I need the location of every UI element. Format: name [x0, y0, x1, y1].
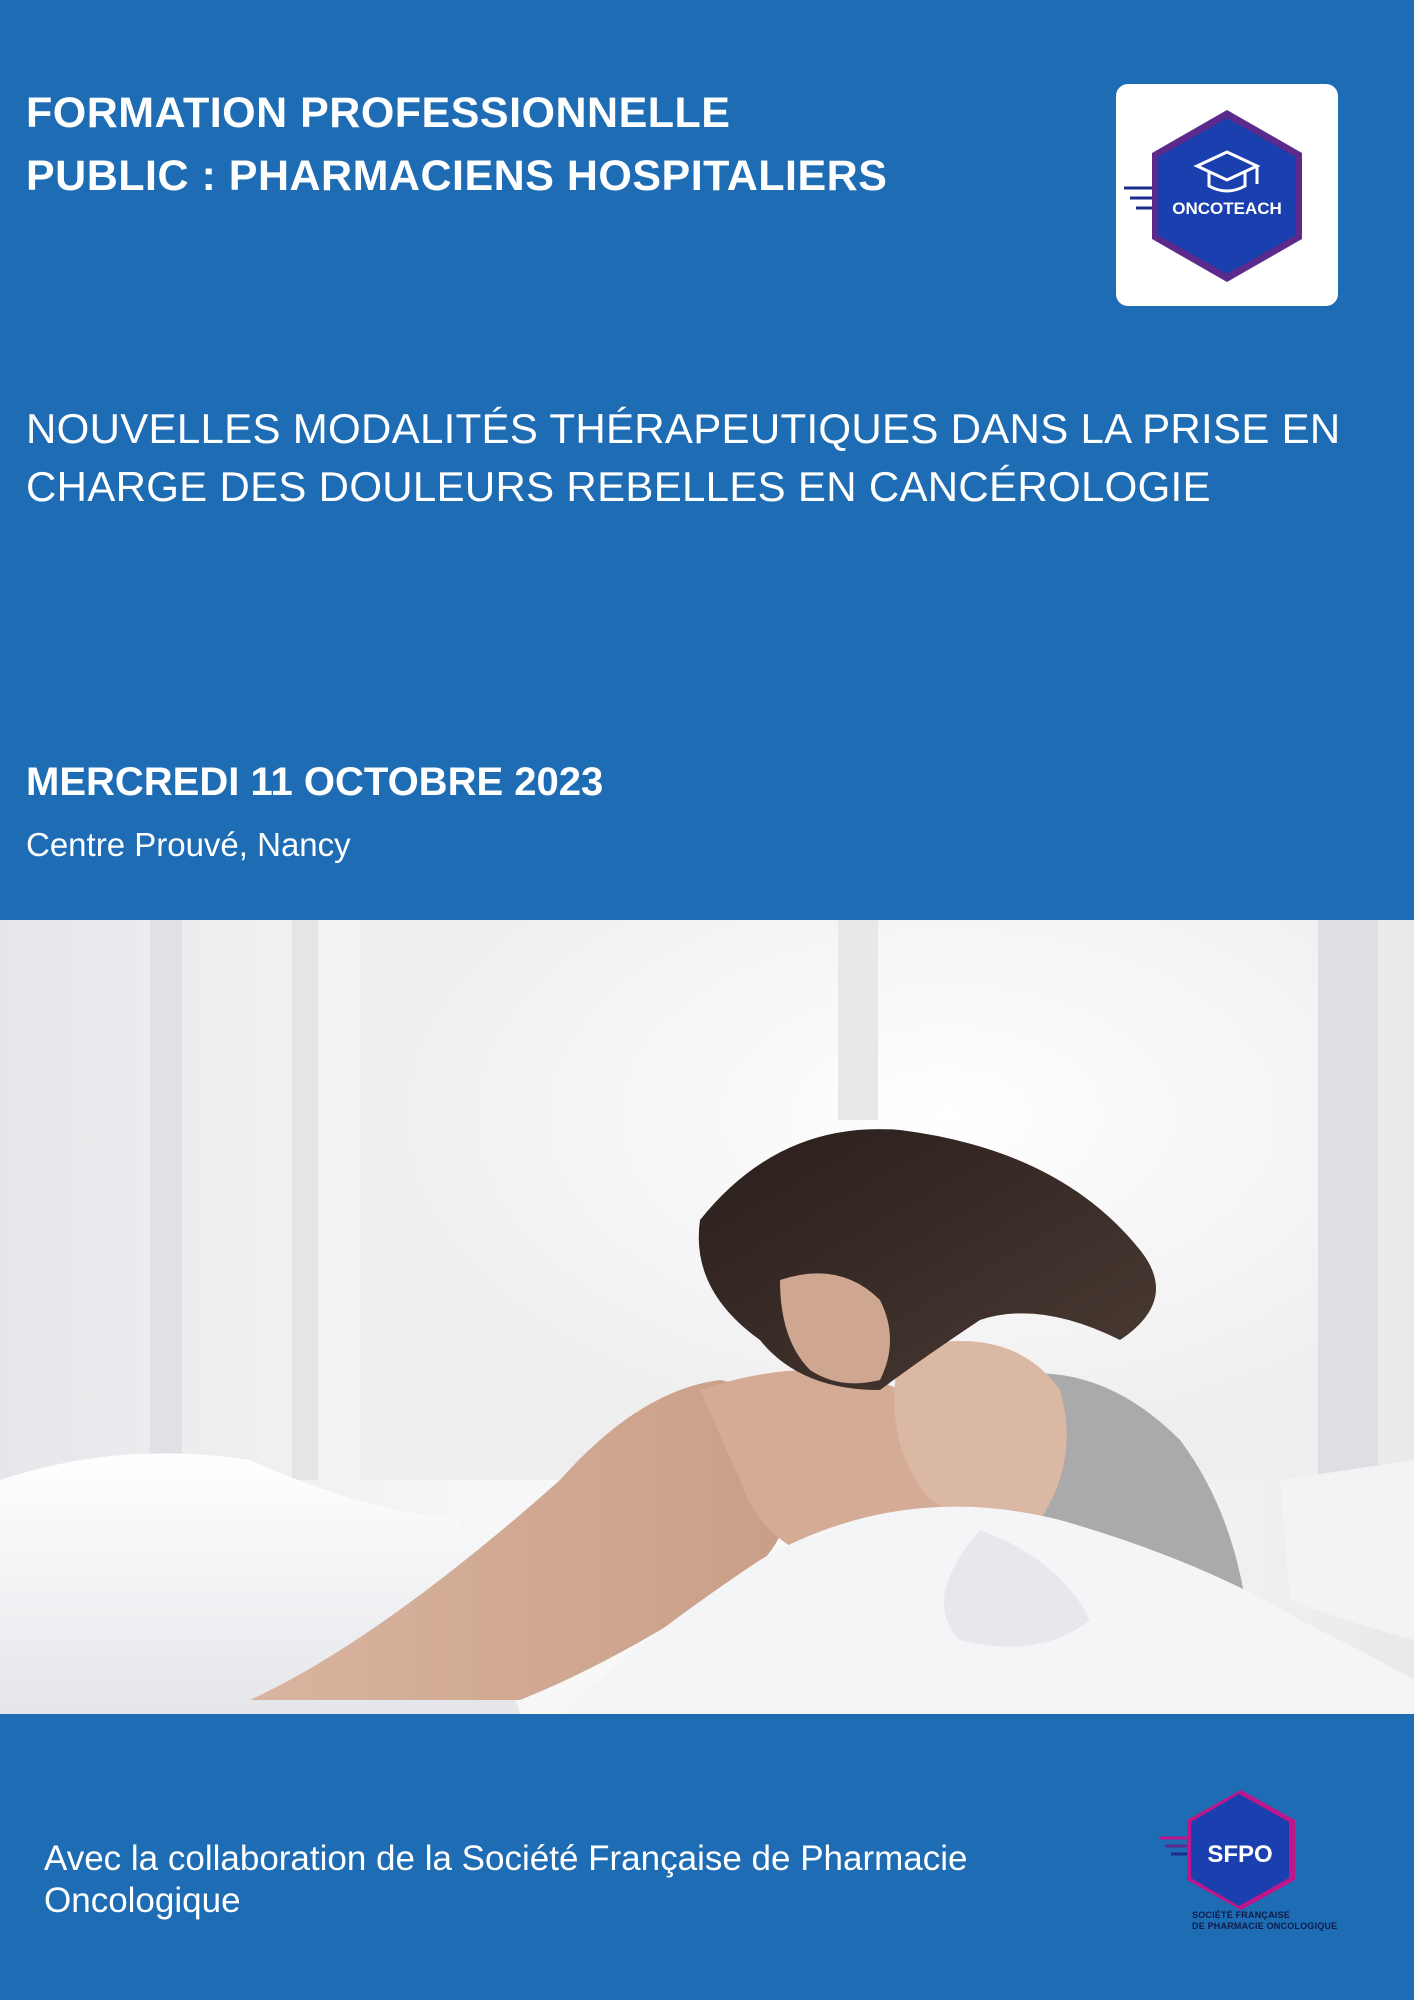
- woman-in-bed-photo: [0, 920, 1414, 1714]
- event-date: MERCREDI 11 OCTOBRE 2023: [26, 760, 604, 804]
- oncoteach-logo-text: ONCOTEACH: [1172, 199, 1282, 218]
- oncoteach-hexagon-icon: [1116, 84, 1338, 306]
- event-location: Centre Prouvé, Nancy: [26, 826, 351, 863]
- hero-photo: [0, 920, 1414, 1714]
- course-title-line-1: NOUVELLES MODALITÉS THÉRAPEUTIQUES DANS LA PRISE EN: [26, 405, 1341, 452]
- collaboration-note-line-2: Oncologique: [44, 1881, 241, 1920]
- collaboration-note: [44, 1838, 1144, 1922]
- sfpo-caption-line-1: SOCIÉTÉ FRANÇAISE: [1192, 1910, 1290, 1920]
- sfpo-logo-text: SFPO: [1207, 1841, 1273, 1868]
- audience-heading: PUBLIC : PHARMACIENS HOSPITALIERS: [26, 152, 888, 200]
- sfpo-caption-line-2: DE PHARMACIE ONCOLOGIQUE: [1192, 1921, 1338, 1931]
- course-title-line-2: CHARGE DES DOULEURS REBELLES EN CANCÉROLOGIE: [26, 463, 1211, 510]
- training-type-heading: FORMATION PROFESSIONNELLE: [26, 89, 731, 137]
- course-title: [26, 400, 1366, 516]
- oncoteach-logo: [1116, 84, 1338, 306]
- collaboration-note-line-1: Avec la collaboration de la Société Française de Pharmacie: [44, 1839, 968, 1878]
- sfpo-caption: [1192, 1910, 1337, 1932]
